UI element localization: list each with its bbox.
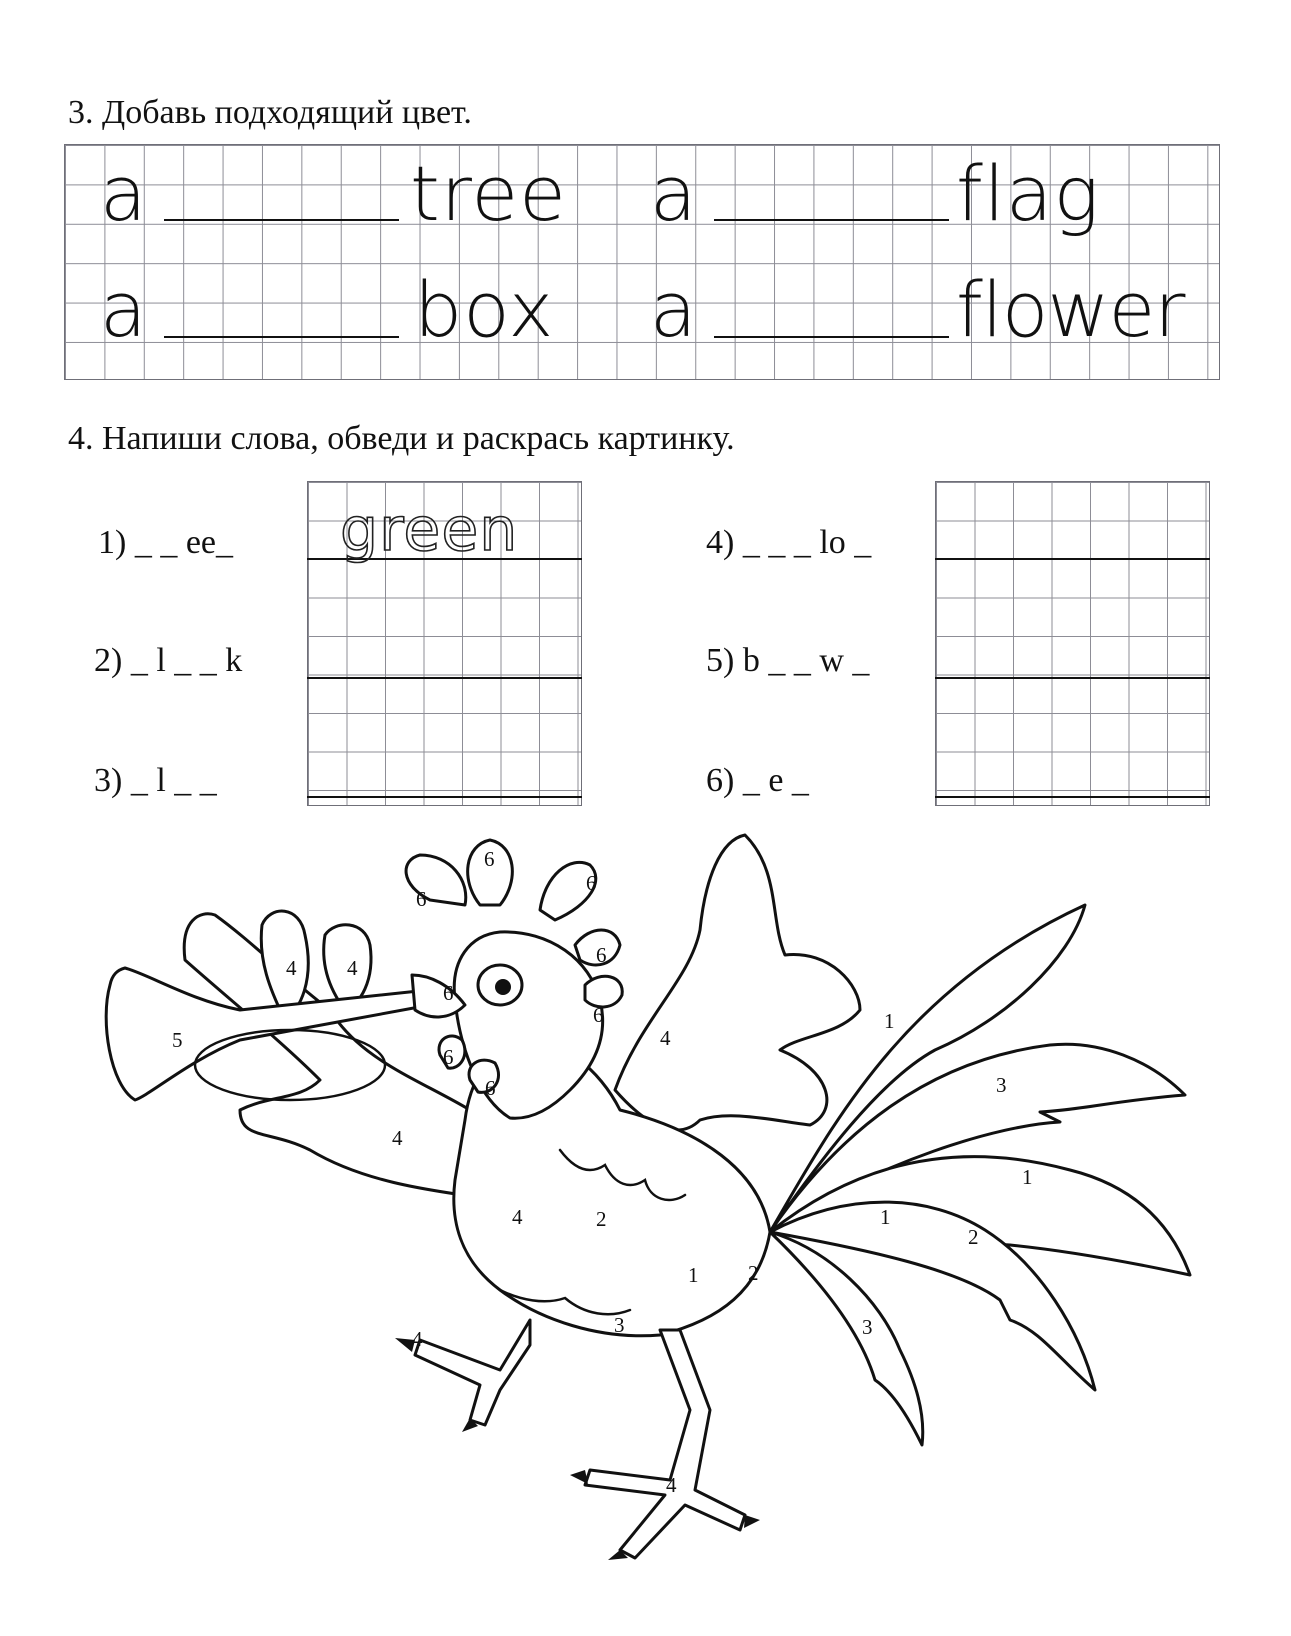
answer-blank-4[interactable] <box>714 336 949 338</box>
region-number: 3 <box>614 1313 625 1337</box>
answer-line-4[interactable] <box>935 558 1210 560</box>
region-number: 4 <box>660 1026 671 1050</box>
region-number: 1 <box>880 1205 891 1229</box>
region-number: 6 <box>416 887 427 911</box>
task-4-grid-right <box>935 481 1210 806</box>
noun-box: box <box>414 265 555 354</box>
answer-line-2[interactable] <box>307 677 582 679</box>
noun-tree: tree <box>410 149 567 238</box>
article-4: a <box>650 265 697 354</box>
article-1: a <box>100 149 147 238</box>
region-number: 3 <box>996 1073 1007 1097</box>
region-number: 1 <box>1022 1165 1033 1189</box>
answer-blank-2[interactable] <box>714 219 949 221</box>
task-3-heading: 3. Добавь подходящий цвет. <box>68 94 472 131</box>
region-number: 6 <box>485 1076 496 1100</box>
region-number: 4 <box>512 1205 523 1229</box>
region-number: 4 <box>392 1126 403 1150</box>
answer-line-3[interactable] <box>307 796 582 798</box>
rooster-coloring-picture[interactable] <box>0 820 1291 1636</box>
clue-2: 2) _ l _ _ k <box>94 642 243 679</box>
task-4-heading: 4. Напиши слова, обведи и раскрась картинку. <box>68 420 735 457</box>
answer-blank-3[interactable] <box>164 336 399 338</box>
answer-blank-1[interactable] <box>164 219 399 221</box>
clue-6: 6) _ e _ <box>706 762 809 799</box>
clue-5: 5) b _ _ w _ <box>706 642 870 679</box>
noun-flag: flag <box>956 149 1101 238</box>
clue-3: 3) _ l _ _ <box>94 762 217 799</box>
answer-line-5[interactable] <box>935 677 1210 679</box>
article-2: a <box>650 149 697 238</box>
region-number: 6 <box>484 847 495 871</box>
region-number: 4 <box>666 1473 677 1497</box>
region-number: 6 <box>443 1045 454 1069</box>
region-number: 6 <box>586 871 597 895</box>
region-number: 4 <box>286 956 297 980</box>
region-number: 4 <box>347 956 358 980</box>
region-number: 5 <box>172 1028 183 1052</box>
traced-example-word: green <box>340 495 519 565</box>
clue-1: 1) _ _ ee_ <box>98 524 234 561</box>
answer-line-6[interactable] <box>935 796 1210 798</box>
region-number: 3 <box>862 1315 873 1339</box>
region-number: 2 <box>748 1261 759 1285</box>
article-3: a <box>100 265 147 354</box>
region-number: 2 <box>596 1207 607 1231</box>
clue-4: 4) _ _ _ lo _ <box>706 524 872 561</box>
region-number: 6 <box>443 981 454 1005</box>
region-number: 1 <box>884 1009 895 1033</box>
region-number: 6 <box>593 1003 604 1027</box>
noun-flower: flower <box>956 265 1185 354</box>
region-number: 2 <box>968 1225 979 1249</box>
region-number: 1 <box>688 1263 699 1287</box>
region-number: 6 <box>596 943 607 967</box>
region-number: 4 <box>412 1327 423 1351</box>
